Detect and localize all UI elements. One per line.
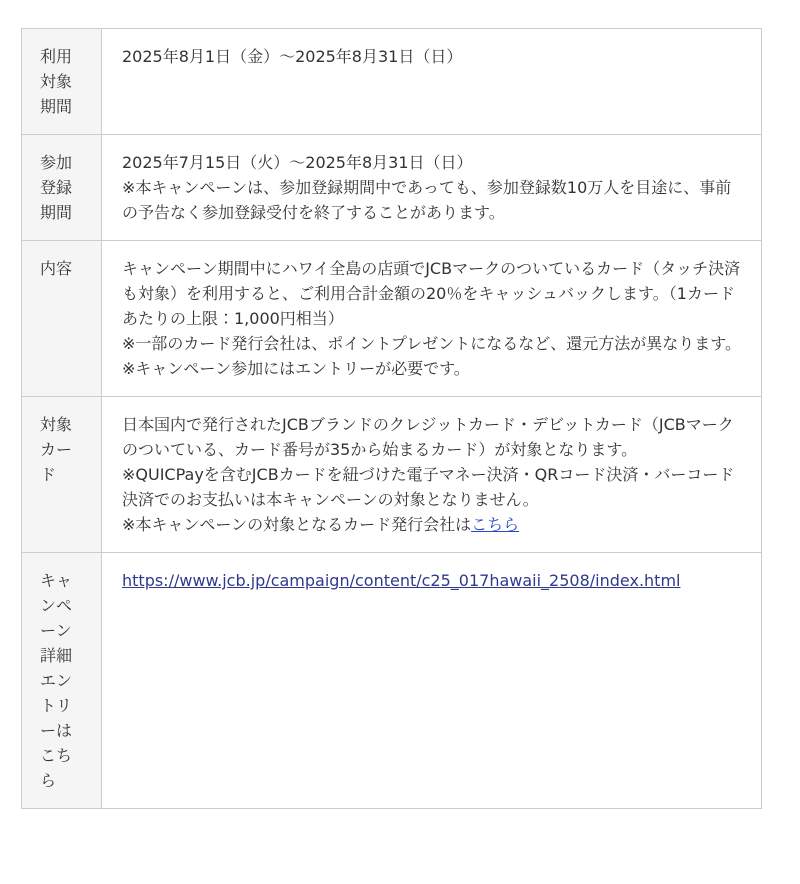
text-segment: キャンペーン期間中にハワイ全島の店頭でJCBマークのついているカード（タッチ決済も対象）を利用すると、ご利用合計金額の20％をキャッシュバックします。（1カードあたりの上限：1,000円相当） [122,259,741,328]
table-row-usage-period [22,29,762,135]
row-header-usage-period: 利用対象期間 [22,29,102,135]
paragraph [122,356,741,381]
text-segment: 2025年7月15日（火）〜2025年8月31日（日） [122,153,473,172]
page [0,28,800,884]
row-content-details [102,241,762,397]
text-segment: ※本キャンペーンの対象となるカード発行会社は [122,515,472,534]
paragraph [122,412,741,462]
paragraph [122,462,741,512]
paragraph [122,568,741,593]
table-row-entry-link [22,553,762,809]
text-segment: ※QUICPayを含むJCBカードを紐づけた電子マネー決済・QRコード決済・バーコード決済でのお支払いは本キャンペーンの対象となりません。 [122,465,735,509]
paragraph [122,44,741,69]
row-content-registration-period [102,135,762,241]
eligible-issuers-kochira-link[interactable]: こちら [471,515,520,534]
row-header-entry-link: キャンペーン詳細エントリーはこちら [22,553,102,809]
row-header-details: 内容 [22,241,102,397]
campaign-table-body [22,29,762,809]
row-content-entry-link [102,553,762,809]
paragraph [122,150,741,175]
campaign-details-table [21,28,762,809]
text-segment: ※一部のカード発行会社は、ポイントプレゼントになるなど、還元方法が異なります。 [122,334,742,353]
paragraph [122,256,741,331]
paragraph [122,331,741,356]
table-row-registration-period [22,135,762,241]
table-row-details [22,241,762,397]
paragraph [122,175,741,225]
campaign-url-link[interactable]: https://www.jcb.jp/campaign/content/c25_017hawaii_2508/index.html [122,571,681,590]
text-segment: 2025年8月1日（金）〜2025年8月31日（日） [122,47,463,66]
row-content-usage-period [102,29,762,135]
table-row-eligible-cards [22,397,762,553]
row-content-eligible-cards [102,397,762,553]
text-segment: 日本国内で発行されたJCBブランドのクレジットカード・デビットカード（JCBマークのついている、カード番号が35から始まるカード）が対象となります。 [122,415,734,459]
paragraph [122,512,741,537]
text-segment: ※本キャンペーンは、参加登録期間中であっても、参加登録数10万人を目途に、事前の予告なく参加登録受付を終了することがあります。 [122,178,732,222]
text-segment: ※キャンペーン参加にはエントリーが必要です。 [122,359,470,378]
row-header-eligible-cards: 対象カード [22,397,102,553]
row-header-registration-period: 参加登録期間 [22,135,102,241]
